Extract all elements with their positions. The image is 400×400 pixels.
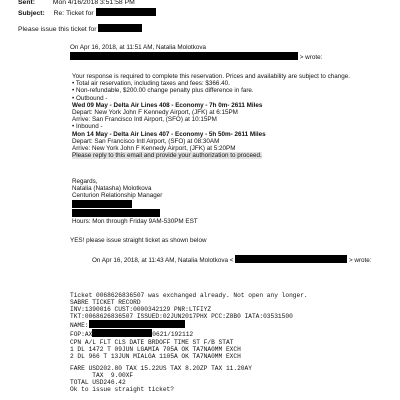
- inbound-depart: Depart: San Francisco Intl Airport, (SFO) at 08:30AM: [72, 137, 220, 145]
- reply-line: [70, 237, 207, 244]
- inbound-arrive: Arrive: New York John F Kennedy Airport, (JFK) at 5:20PM: [72, 145, 236, 153]
- redaction-block: [92, 329, 152, 337]
- redaction-block: [70, 52, 298, 60]
- record-inv: INV:1390016 CUST:0000342129 PNR:LTFIYZ: [70, 306, 212, 314]
- record-total: TOTAL USD246.42: [70, 379, 126, 387]
- signature-block: [72, 178, 198, 225]
- record-fop-row: [70, 329, 308, 338]
- record-cpn-1: 1 DL 1472 T 09JUN LGAMIA 705A OK TA7NA0MM EXCH: [70, 345, 241, 353]
- reply-text: YES! please issue straight ticket as shown below: [70, 237, 207, 244]
- quote1-text: On Apr 16, 2018, at 11:51 AM, Natalia Molotkova: [70, 44, 207, 51]
- record-cpn-header: CPN A/L FLT CLS DATE BRDOFF TIME ST F/B STAT: [70, 338, 234, 346]
- record-title: SABRE TICKET RECORD: [70, 299, 141, 307]
- redaction-block: [89, 320, 185, 328]
- ticket-exchanged: Ticket 0068626836507 was exchanged already. Not open any longer.: [70, 292, 308, 299]
- redaction-block: [72, 209, 160, 217]
- outbound-arrive: Arrive: San Francisco Intl Airport, (SFO) at 10:15PM: [72, 116, 217, 124]
- reservation-lead: Your response is required to complete this reservation. Prices and availability are subject to change.: [72, 73, 351, 80]
- quote2-text: On Apr 16, 2018, at 11:43 AM, Natalia Molotkova <: [92, 257, 234, 264]
- quote-wrote-1: [70, 52, 322, 61]
- quote-line-1: [70, 44, 206, 51]
- redaction-block: [72, 200, 132, 208]
- subject-value: Re: Ticket for: [53, 10, 94, 17]
- reply-request: Please reply to this email and provide your authorization to proceed.: [72, 152, 262, 160]
- signature-hours: Hours: Mon through Friday 9AM-530PM EST: [72, 218, 198, 226]
- outbound-title: Wed 09 May - Delta Air Lines 408 - Economy - 7h 0m- 2611 Miles: [72, 101, 263, 109]
- ticket-record: [70, 292, 308, 393]
- record-fare: FARE USD202.80 TAX 15.22US TAX 8.20ZP TAX 11.20AY: [70, 364, 252, 372]
- bullet-refund: • Non-refundable, $200.00 change penalty plus difference in fare.: [72, 87, 254, 95]
- outbound-depart: Depart: New York John F Kennedy Airport, (JFK) at 6:15PM: [72, 109, 238, 117]
- regards: Regards,: [72, 178, 98, 185]
- record-tax: TAX 9.00XF: [70, 371, 134, 379]
- inbound-title: Mon 14 May - Delta Air Lines 407 - Economy - 5h 50m- 2611 Miles: [72, 130, 266, 138]
- quote2-wrote: > wrote:: [348, 257, 372, 264]
- quote-line-2: [92, 255, 372, 264]
- record-name-row: [70, 320, 308, 329]
- record-tkt: TKT:0068626836507 ISSUED:02JUN2017PHX PCC:Z8B0 IATA:03531500: [70, 313, 293, 321]
- inbound-label: • Inbound -: [72, 123, 103, 131]
- bullet-total: • Total air reservation, including taxes and fees: $366.40.: [72, 80, 230, 88]
- intro-text: Please issue this ticket for: [18, 26, 97, 33]
- redaction-block: [96, 8, 156, 16]
- record-fop-tail: 0621/192112: [152, 331, 194, 339]
- record-fop: FOP:AX: [70, 331, 93, 339]
- record-name: NAME:: [70, 322, 89, 330]
- sent-value: Mon 4/16/2018 3:51:58 PM: [52, 0, 135, 6]
- redaction-block: [98, 24, 142, 32]
- intro-line: [18, 24, 142, 33]
- record-question: Ok to issue straight ticket?: [70, 386, 174, 394]
- quote1-wrote: > wrote:: [299, 54, 323, 61]
- record-cpn-2: 2 DL 966 T 13JUN MIALGA 1105A OK TA7NA0MM EXCH: [70, 352, 241, 360]
- signature-name: Natalia (Natasha) Molotkova: [72, 185, 152, 193]
- subject-label: Subject:: [18, 10, 45, 17]
- subject-row: [18, 8, 156, 17]
- redaction-block: [235, 255, 347, 263]
- reservation-block: [72, 73, 392, 159]
- sent-row: [18, 0, 135, 6]
- bullet-outbound: • Outbound -: [72, 94, 108, 102]
- sent-label: Sent:: [18, 0, 35, 6]
- signature-title: Centurion Relationship Manager: [72, 192, 163, 200]
